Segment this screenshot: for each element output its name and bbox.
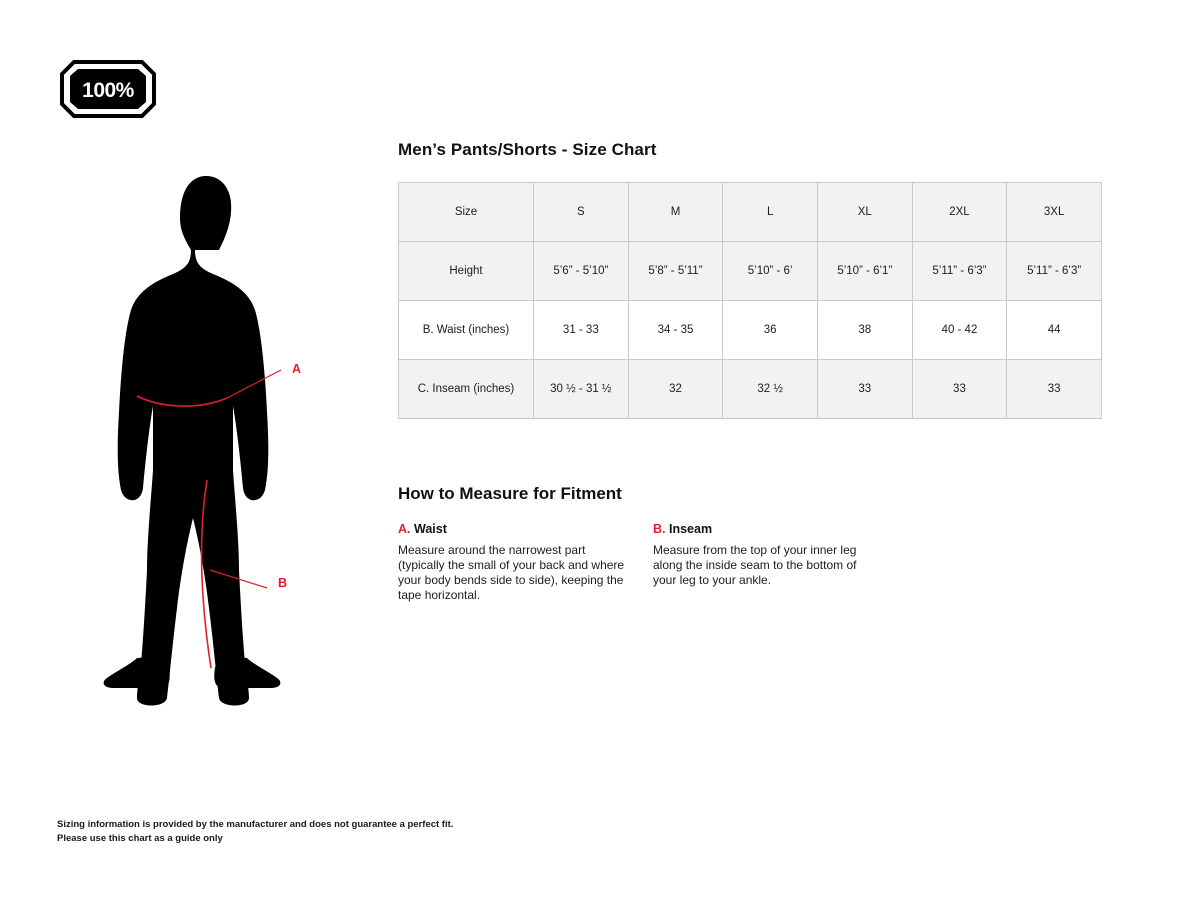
table-row [399, 360, 1102, 419]
cell-waist-l: 36 [723, 301, 818, 360]
cell-inseam-3xl: 33 [1007, 360, 1102, 419]
callout-label-b: B [278, 576, 288, 590]
column-header-2xl: 2XL [912, 183, 1007, 242]
cell-waist-2xl: 40 - 42 [912, 301, 1007, 360]
column-header-m: M [628, 183, 723, 242]
table-row [399, 301, 1102, 360]
column-header-3xl: 3XL [1007, 183, 1102, 242]
cell-inseam-s: 30 ½ - 31 ½ [534, 360, 629, 419]
cell-height-3xl: 5’11” - 6’3” [1007, 242, 1102, 301]
how-to-item-letter: A. [398, 522, 411, 536]
cell-waist-s: 31 - 33 [534, 301, 629, 360]
callout-label-a: A [292, 362, 302, 376]
column-header-xl: XL [817, 183, 912, 242]
row-label-waist: B. Waist (inches) [399, 301, 534, 360]
cell-height-2xl: 5’11” - 6’3” [912, 242, 1007, 301]
how-to-item-name: Inseam [668, 522, 713, 536]
body-silhouette [104, 176, 281, 706]
how-to-measure-section [398, 484, 1158, 603]
table-row [399, 242, 1102, 301]
cell-waist-m: 34 - 35 [628, 301, 723, 360]
disclaimer [57, 818, 453, 846]
how-to-item-text: Measure from the top of your inner leg along the inside seam to the bottom of your leg to your ankle. [653, 543, 857, 587]
disclaimer-line-2: Please use this chart as a guide only [57, 833, 223, 844]
table-header-row [399, 183, 1102, 242]
column-header-size: Size [399, 183, 534, 242]
cell-inseam-l: 32 ½ [723, 360, 818, 419]
column-header-s: S [534, 183, 629, 242]
body-measurement-diagram [95, 170, 355, 715]
cell-inseam-2xl: 33 [912, 360, 1007, 419]
how-to-item-text: Measure around the narrowest part (typically the small of your back and where your body bends side to side), keeping the tape horizontal. [398, 543, 625, 602]
cell-waist-3xl: 44 [1007, 301, 1102, 360]
column-header-l: L [723, 183, 818, 242]
cell-waist-xl: 38 [817, 301, 912, 360]
cell-height-m: 5’8” - 5’11” [628, 242, 723, 301]
row-label-inseam: C. Inseam (inches) [399, 360, 534, 419]
how-to-item-heading [398, 522, 626, 536]
disclaimer-line-1: Sizing information is provided by the manufacturer and does not guarantee a perfect fit. [57, 819, 454, 830]
brand-logo [60, 60, 156, 118]
how-to-item-waist [398, 522, 626, 603]
row-label-height: Height [399, 242, 534, 301]
cell-height-xl: 5’10” - 6’1” [817, 242, 912, 301]
size-chart-section [398, 140, 1158, 603]
size-chart-table [398, 182, 1102, 419]
cell-height-l: 5’10” - 6’ [723, 242, 818, 301]
how-to-item-inseam [653, 522, 881, 603]
svg-text:100%: 100% [82, 79, 134, 102]
how-to-item-name: Waist [413, 522, 447, 536]
how-to-item-letter: B. [653, 522, 666, 536]
how-to-item-heading [653, 522, 881, 536]
cell-inseam-xl: 33 [817, 360, 912, 419]
how-to-measure-title: How to Measure for Fitment [398, 484, 622, 503]
cell-height-s: 5’6” - 5’10” [534, 242, 629, 301]
page-title: Men’s Pants/Shorts - Size Chart [398, 140, 657, 159]
cell-inseam-m: 32 [628, 360, 723, 419]
